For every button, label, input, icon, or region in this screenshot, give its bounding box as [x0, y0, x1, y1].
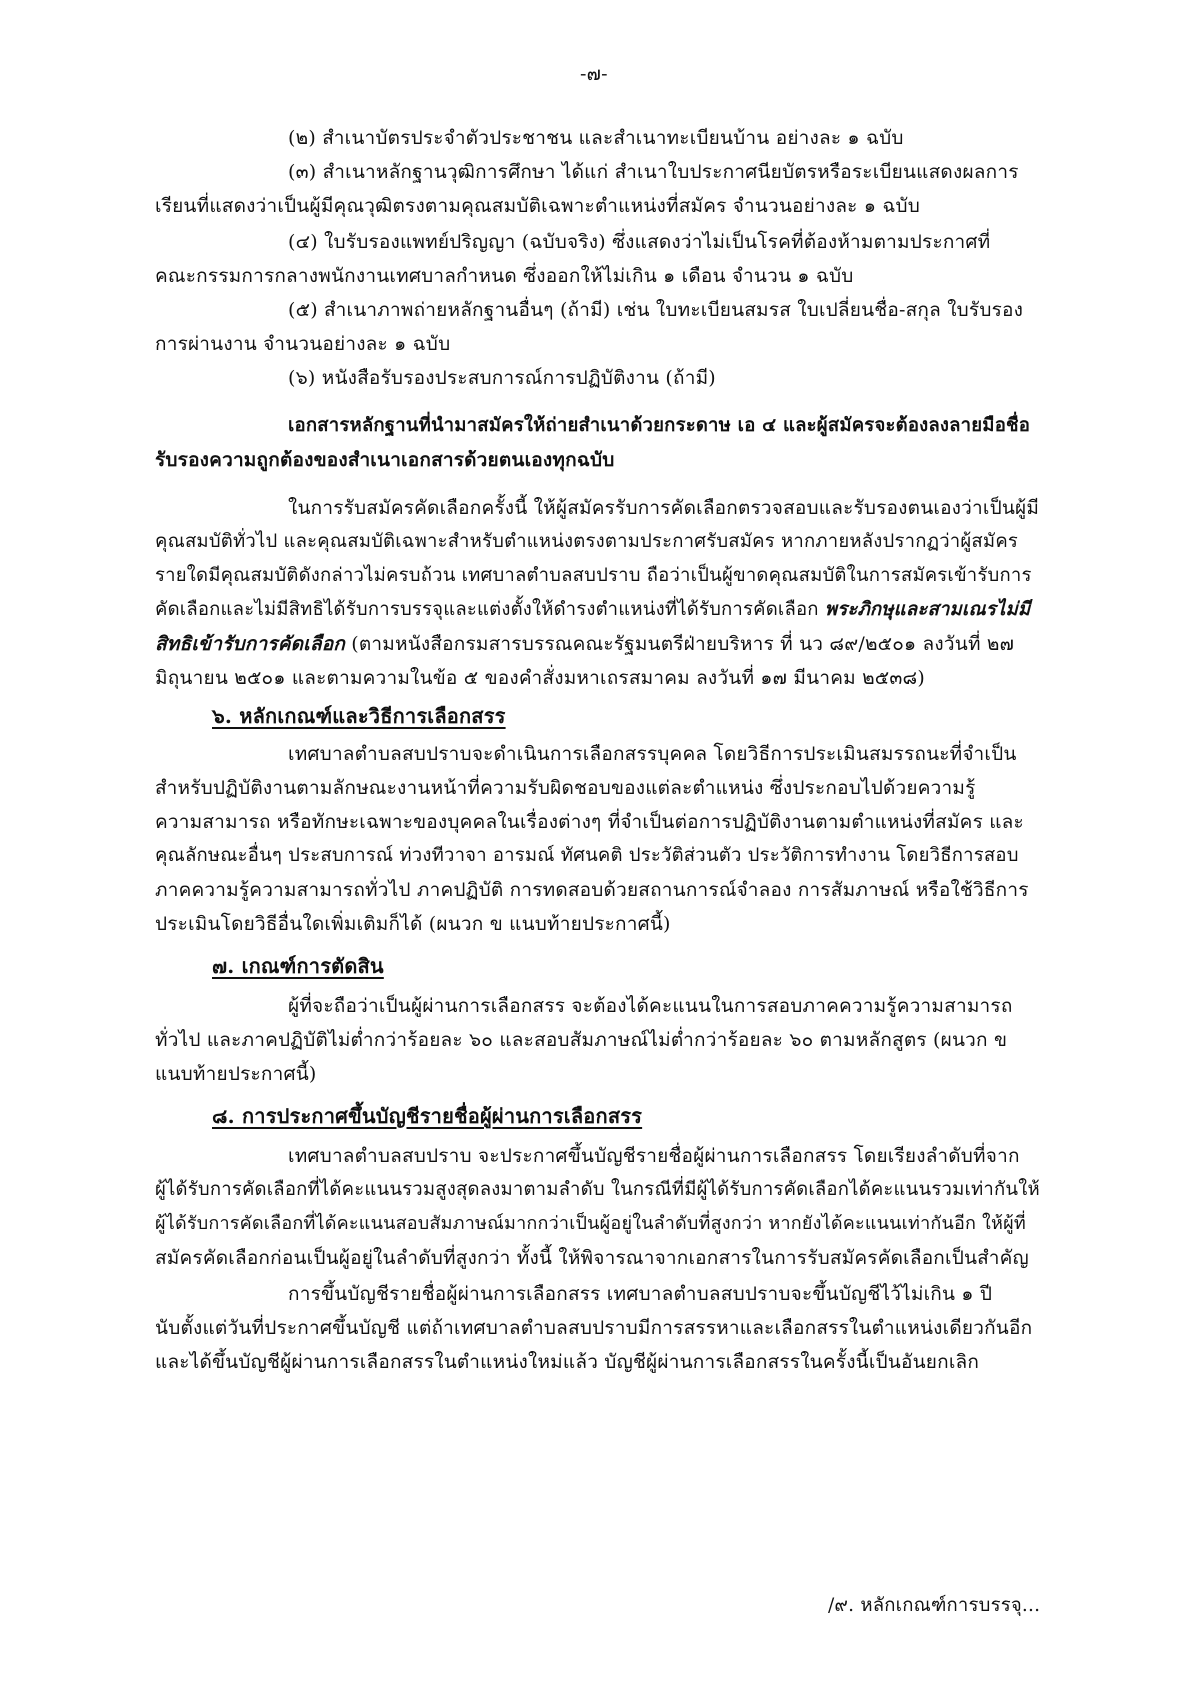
monk-exclusion-emphasis-2: สิทธิเข้ารับการคัดเลือก	[155, 633, 346, 655]
doc-item-4-line-2: คณะกรรมการกลางพนักงานเทศบาลกำหนด ซึ่งออกให้ไม่เกิน ๑ เดือน จำนวน ๑ ฉบับ	[155, 265, 854, 287]
section-6-heading: ๖. หลักเกณฑ์และวิธีการเลือกสรร	[212, 704, 506, 728]
section-8-line-6: นับตั้งแต่วันที่ประกาศขึ้นบัญชี แต่ถ้าเทศบาลตำบลสบปราบมีการสรรหาและเลือกสรรในตำแหน่งเดียวกันอีก	[155, 1317, 1033, 1339]
doc-item-3-line-1: (๓) สำเนาหลักฐานวุฒิการศึกษา ได้แก่ สำเนาใบประกาศนียบัตรหรือระเบียนแสดงผลการ	[288, 161, 1019, 183]
section-7-line-2: ทั่วไป และภาคปฏิบัติไม่ต่ำกว่าร้อยละ ๖๐ และสอบสัมภาษณ์ไม่ต่ำกว่าร้อยละ ๖๐ ตามหลักสูตร (ผนวก ข	[155, 1029, 1008, 1051]
eligibility-line-5	[155, 630, 1014, 658]
eligibility-line-5-text: (ตามหนังสือกรมสารบรรณคณะรัฐมนตรีฝ่ายบริหาร ที่ นว ๘๙/๒๕๐๑ ลงวันที่ ๒๗	[345, 633, 1015, 655]
eligibility-line-1: ในการรับสมัครคัดเลือกครั้งนี้ ให้ผู้สมัครรับการคัดเลือกตรวจสอบและรับรองตนเองว่าเป็นผู้มี	[288, 497, 1040, 519]
doc-item-5-line-2: การผ่านงาน จำนวนอย่างละ ๑ ฉบับ	[155, 333, 451, 355]
section-8-line-2: ผู้ได้รับการคัดเลือกที่ได้คะแนนรวมสูงสุดลงมาตามลำดับ ในกรณีที่มีผู้ได้รับการคัดเลือกได้คะแนนรวมเท่ากันให้	[155, 1179, 1040, 1200]
section-6-line-3: ความสามารถ หรือทักษะเฉพาะของบุคคลในเรื่องต่างๆ ที่จำเป็นต่อการปฏิบัติงานตามตำแหน่งที่สมัคร และ	[155, 811, 1024, 833]
eligibility-line-6: มิถุนายน ๒๕๐๑ และตามความในข้อ ๕ ของคำสั่งมหาเถรสมาคม ลงวันที่ ๑๗ มีนาคม ๒๕๓๘)	[155, 667, 926, 689]
page-number: -๗-	[580, 63, 608, 85]
section-8-line-7: และได้ขึ้นบัญชีผู้ผ่านการเลือกสรรในตำแหน่งใหม่แล้ว บัญชีผู้ผ่านการเลือกสรรในครั้งนี้เป็นอันยกเลิก	[155, 1351, 980, 1373]
section-8-line-3: ผู้ได้รับการคัดเลือกที่ได้คะแนนสอบสัมภาษณ์มากกว่าเป็นผู้อยู่ในลำดับที่สูงกว่า หากยังได้คะแนนเท่ากันอีก ให้ผู้ที่	[155, 1213, 1026, 1234]
notice-line-1: เอกสารหลักฐานที่นำมาสมัครให้ถ่ายสำเนาด้วยกระดาษ เอ ๔ และผู้สมัครจะต้องลงลายมือชื่อ	[288, 415, 1031, 436]
eligibility-line-4-text: คัดเลือกและไม่มีสิทธิได้รับการบรรจุและแต่งตั้งให้ดำรงตำแหน่งที่ได้รับการคัดเลือก	[155, 599, 825, 620]
section-8-line-4: สมัครคัดเลือกก่อนเป็นผู้อยู่ในลำดับที่สูงกว่า ทั้งนี้ ให้พิจารณาจากเอกสารในการรับสมัครคัดเลือกเป็นสำคัญ	[155, 1247, 1029, 1269]
notice-line-2: รับรองความถูกต้องของสำเนาเอกสารด้วยตนเองทุกฉบับ	[155, 449, 615, 471]
doc-item-5-line-1: (๕) สำเนาภาพถ่ายหลักฐานอื่นๆ (ถ้ามี) เช่น ใบทะเบียนสมรส ใบเปลี่ยนชื่อ-สกุล ใบรับรอง	[288, 299, 1024, 321]
section-8-heading: ๘. การประกาศขึ้นบัญชีรายชื่อผู้ผ่านการเลือกสรร	[212, 1104, 643, 1128]
section-6-line-6: ประเมินโดยวิธีอื่นใดเพิ่มเติมก็ได้ (ผนวก ข แนบท้ายประกาศนี้)	[155, 913, 671, 935]
doc-item-2: (๒) สำเนาบัตรประจำตัวประชาชน และสำเนาทะเบียนบ้าน อย่างละ ๑ ฉบับ	[288, 127, 904, 149]
section-7-line-3: แนบท้ายประกาศนี้)	[155, 1063, 317, 1085]
section-8-line-1: เทศบาลตำบลสบปราบ จะประกาศขึ้นบัญชีรายชื่อผู้ผ่านการเลือกสรร โดยเรียงลำดับที่จาก	[288, 1145, 1020, 1167]
section-8-line-5: การขึ้นบัญชีรายชื่อผู้ผ่านการเลือกสรร เทศบาลตำบลสบปราบจะขึ้นบัญชีไว้ไม่เกิน ๑ ปี	[288, 1283, 993, 1305]
section-6-line-5: ภาคความรู้ความสามารถทั่วไป ภาคปฏิบัติ การทดสอบด้วยสถานการณ์จำลอง การสัมภาษณ์ หรือใช้วิธีการ	[155, 879, 1029, 901]
section-6-line-2: สำหรับปฏิบัติงานตามลักษณะงานหน้าที่ความรับผิดชอบของแต่ละตำแหน่ง ซึ่งประกอบไปด้วยความรู้	[155, 777, 976, 799]
monk-exclusion-emphasis-1: พระภิกษุและสามเณรไม่มี	[824, 599, 1031, 620]
doc-item-3-line-2: เรียนที่แสดงว่าเป็นผู้มีคุณวุฒิตรงตามคุณสมบัติเฉพาะตำแหน่งที่สมัคร จำนวนอย่างละ ๑ ฉบับ	[155, 195, 920, 217]
section-7-heading: ๗. เกณฑ์การตัดสิน	[212, 954, 384, 978]
continuation-note: /๙. หลักเกณฑ์การบรรจุ...	[828, 1595, 1041, 1616]
doc-item-4-line-1: (๔) ใบรับรองแพทย์ปริญญา (ฉบับจริง) ซึ่งแสดงว่าไม่เป็นโรคที่ต้องห้ามตามประกาศที่	[288, 231, 991, 253]
section-6-line-1: เทศบาลตำบลสบปราบจะดำเนินการเลือกสรรบุคคล โดยวิธีการประเมินสมรรถนะที่จำเป็น	[288, 743, 1017, 765]
eligibility-line-3: รายใดมีคุณสมบัติดังกล่าวไม่ครบถ้วน เทศบาลตำบลสบปราบ ถือว่าเป็นผู้ขาดคุณสมบัติในการสมัครเข้ารับการ	[155, 565, 1032, 586]
doc-item-6: (๖) หนังสือรับรองประสบการณ์การปฏิบัติงาน (ถ้ามี)	[288, 367, 716, 389]
eligibility-line-2: คุณสมบัติทั่วไป และคุณสมบัติเฉพาะสำหรับตำแหน่งตรงตามประกาศรับสมัคร หากภายหลังปรากฏว่าผู้สมัคร	[155, 531, 1019, 552]
section-6-line-4: คุณลักษณะอื่นๆ ประสบการณ์ ท่วงทีวาจา อารมณ์ ทัศนคติ ประวัติส่วนตัว ประวัติการทำงาน โดยวิธีการสอบ	[155, 845, 1019, 866]
eligibility-line-4	[155, 596, 1030, 624]
section-7-line-1: ผู้ที่จะถือว่าเป็นผู้ผ่านการเลือกสรร จะต้องได้คะแนนในการสอบภาคความรู้ความสามารถ	[288, 995, 1013, 1017]
